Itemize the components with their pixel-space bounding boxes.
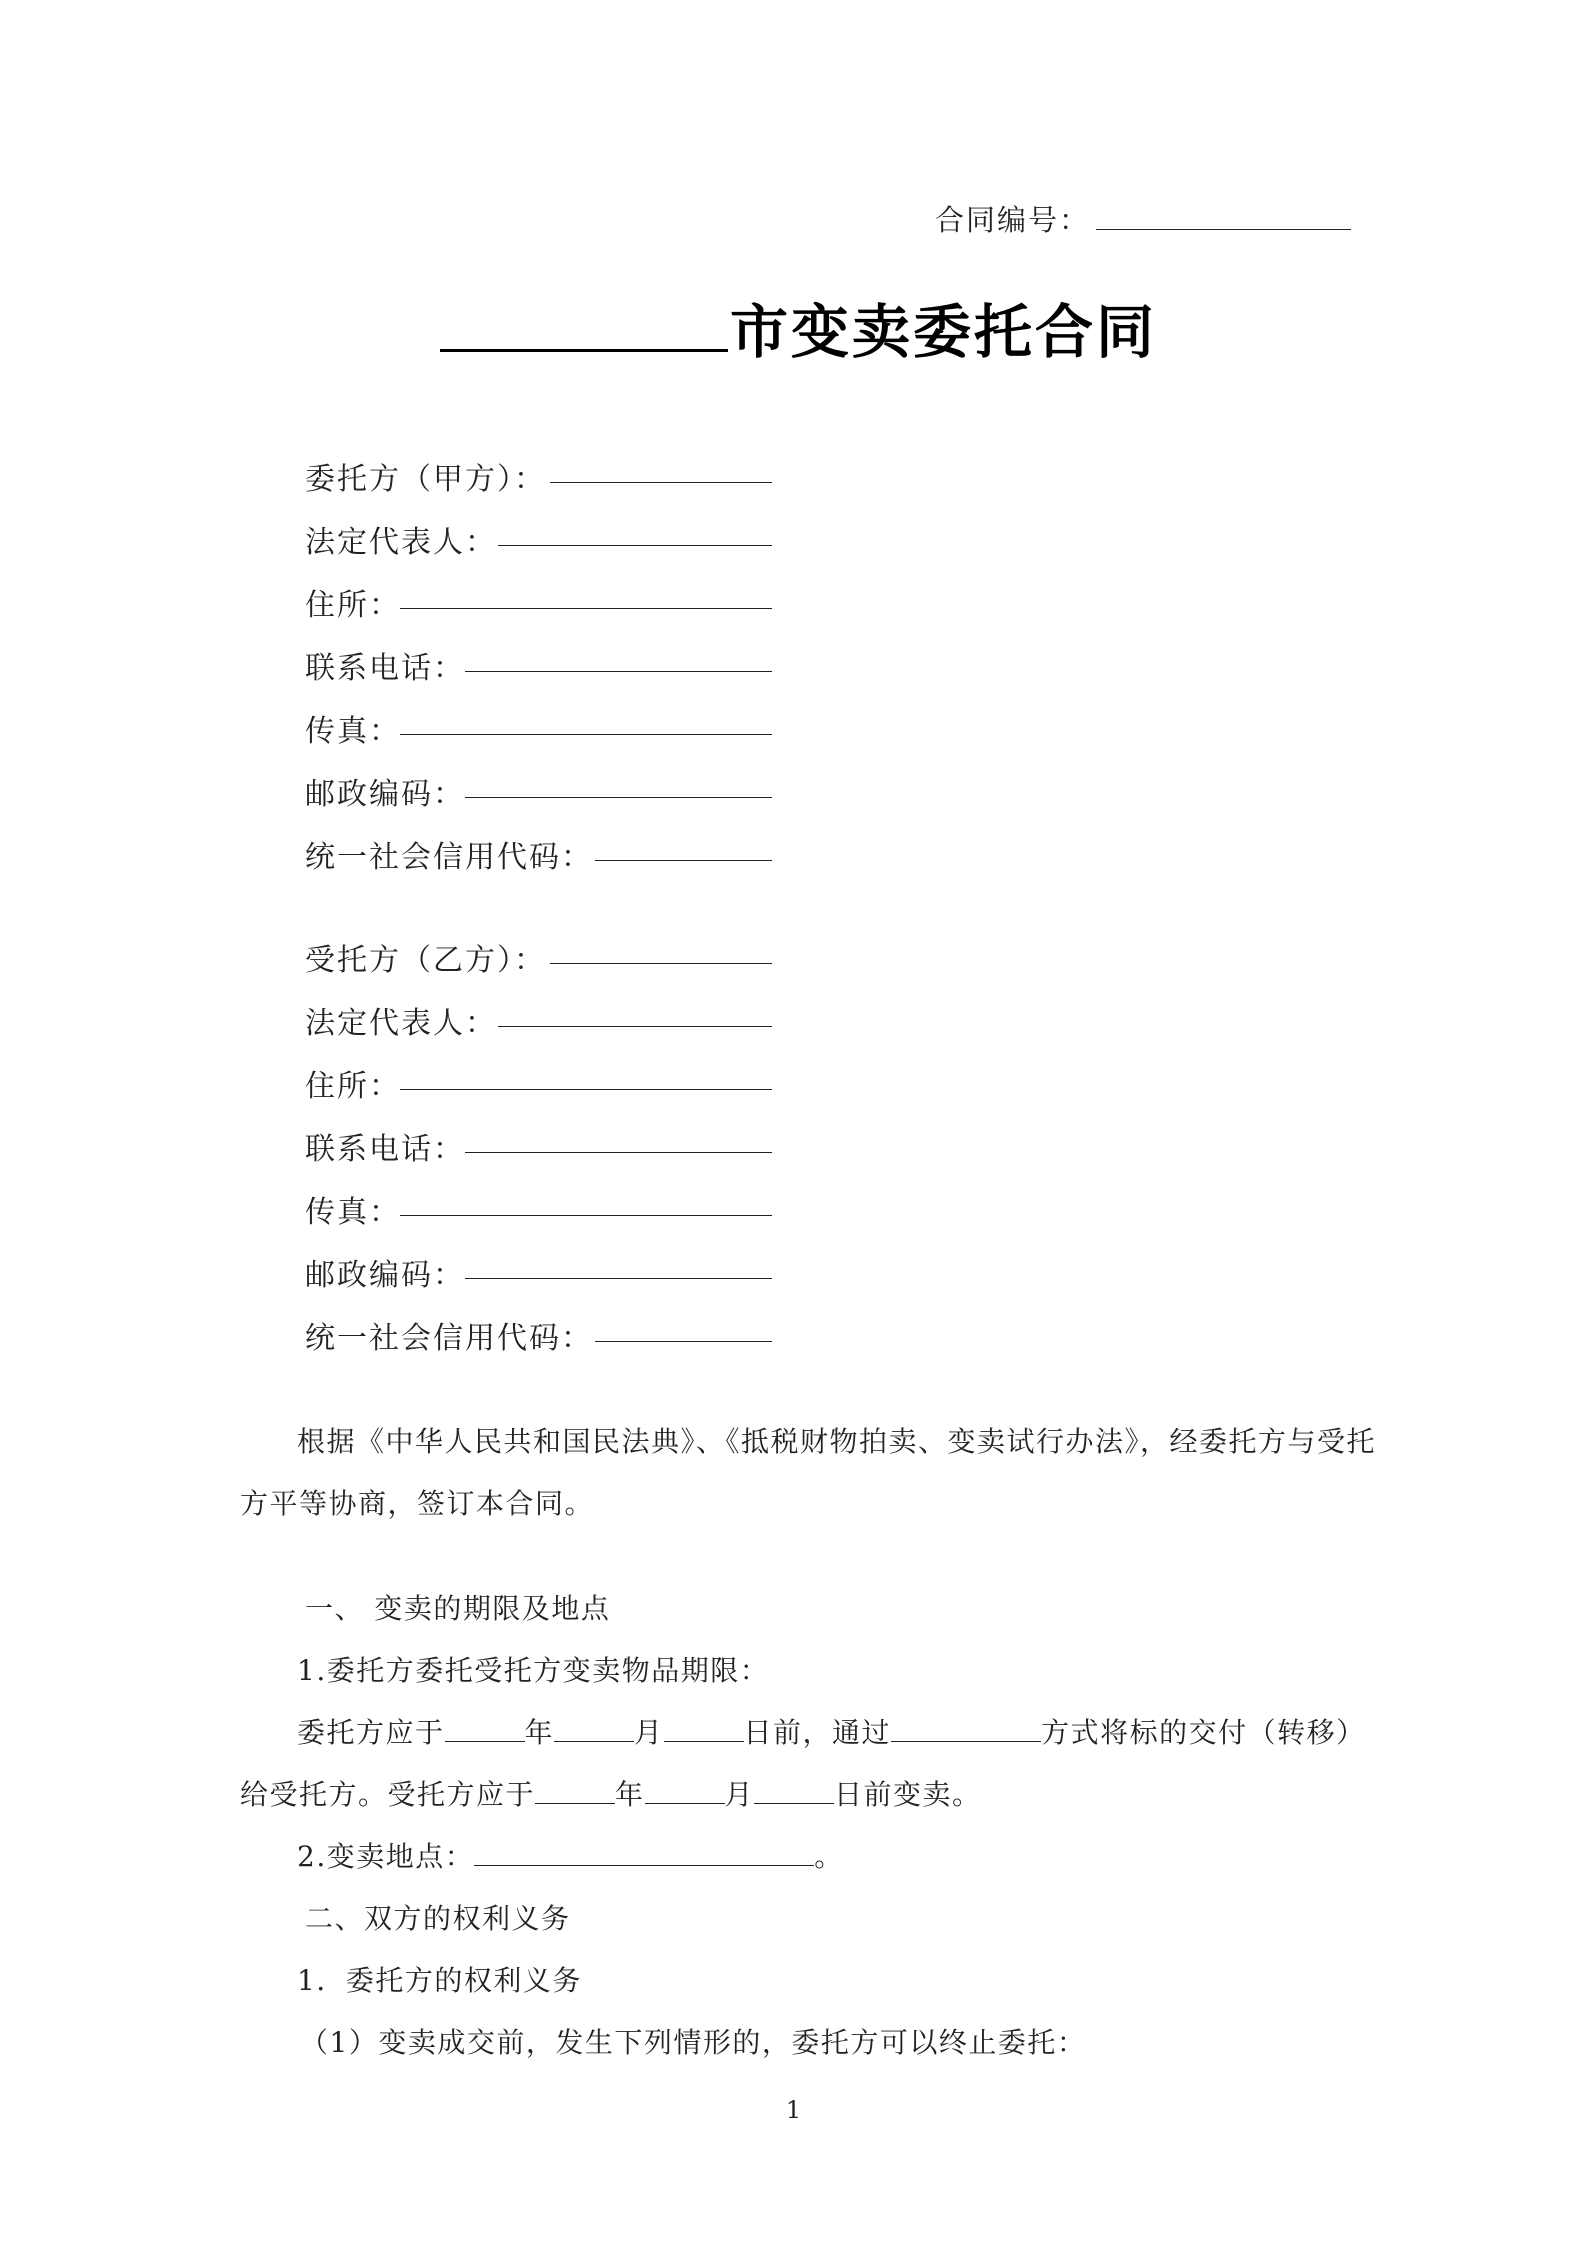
- clause-1-1-line2: [240, 1773, 1352, 1813]
- party-b-name-label: 受托方（乙方）：: [305, 943, 546, 978]
- party-b-fax-label: 传真：: [305, 1195, 401, 1230]
- title-text: 市变卖委托合同: [730, 298, 1158, 366]
- clause-1-1-line1: [297, 1711, 1409, 1751]
- party-b-rep-line: [305, 998, 497, 1042]
- sale-day-blank[interactable]: [754, 1779, 834, 1804]
- clause-1-1-line2-text2: 年: [615, 1778, 645, 1811]
- clause-1-1-line1-text4: 日前，通过: [743, 1716, 892, 1749]
- party-a-fax-label: 传真：: [305, 714, 401, 749]
- party-b-fax-line: [305, 1187, 401, 1231]
- party-a-postcode-line: [305, 769, 465, 813]
- party-a-postcode-label: 邮政编码：: [305, 777, 465, 812]
- party-b-credit-code-line: [305, 1313, 593, 1357]
- sale-year-blank[interactable]: [535, 1779, 615, 1804]
- party-a-rep-blank[interactable]: [498, 545, 772, 546]
- party-b-rep-label: 法定代表人：: [305, 1006, 497, 1041]
- party-b-phone-line: [305, 1124, 465, 1168]
- party-a-address-blank[interactable]: [400, 608, 772, 609]
- clause-1-1-line1-text5: 方式将标的交付（转移）: [1041, 1716, 1366, 1749]
- clause-1-2-text2: 。: [814, 1840, 844, 1873]
- party-a-name-line: [305, 454, 546, 498]
- party-b-fax-blank[interactable]: [400, 1215, 772, 1216]
- party-b-phone-label: 联系电话：: [305, 1132, 465, 1167]
- party-a-fax-line: [305, 706, 401, 750]
- party-a-postcode-blank[interactable]: [465, 797, 772, 798]
- party-b-rep-blank[interactable]: [498, 1026, 772, 1027]
- party-b-name-blank[interactable]: [550, 963, 772, 964]
- handover-month-blank[interactable]: [554, 1717, 634, 1742]
- sale-month-blank[interactable]: [645, 1779, 725, 1804]
- party-a-credit-code-line: [305, 832, 593, 876]
- party-a-name-blank[interactable]: [550, 482, 772, 483]
- clause-1-1-line1-text2: 年: [524, 1716, 555, 1749]
- party-a-phone-blank[interactable]: [465, 671, 772, 672]
- section1-heading: 一、 变卖的期限及地点: [305, 1592, 611, 1625]
- handover-method-blank[interactable]: [891, 1717, 1041, 1742]
- handover-year-blank[interactable]: [445, 1717, 525, 1742]
- contract-number-blank[interactable]: [1096, 201, 1351, 230]
- clause-1-2-text1: 2.变卖地点：: [297, 1840, 475, 1873]
- city-blank[interactable]: [440, 299, 728, 352]
- clause-1-1-line1-text3: 月: [634, 1716, 664, 1749]
- page-number: 1: [785, 2096, 802, 2124]
- intro-paragraph-line1: 根据《中华人民共和国民法典》、《抵税财物拍卖、变卖试行办法》，经委托方与受托: [297, 1425, 1377, 1458]
- party-b-credit-code-label: 统一社会信用代码：: [305, 1321, 593, 1356]
- party-a-fax-blank[interactable]: [400, 734, 772, 735]
- contract-number: [935, 198, 1351, 239]
- handover-day-blank[interactable]: [664, 1717, 744, 1742]
- party-b-credit-code-blank[interactable]: [595, 1341, 772, 1342]
- clause-2-1-1: （1）变卖成交前，发生下列情形的，委托方可以终止委托：: [300, 2026, 1087, 2059]
- party-b-postcode-blank[interactable]: [465, 1278, 772, 1279]
- clause-1-1-line2-text4: 日前变卖。: [834, 1778, 982, 1811]
- party-b-postcode-line: [305, 1250, 465, 1294]
- party-b-postcode-label: 邮政编码：: [305, 1258, 465, 1293]
- clause-1-1-line2-text3: 月: [724, 1778, 755, 1811]
- party-b-address-blank[interactable]: [400, 1089, 772, 1090]
- party-a-credit-code-label: 统一社会信用代码：: [305, 840, 593, 875]
- party-a-rep-label: 法定代表人：: [305, 525, 497, 560]
- sale-location-blank[interactable]: [474, 1841, 814, 1866]
- party-a-name-label: 委托方（甲方）：: [305, 462, 546, 497]
- clause-2-1: 1．委托方的权利义务: [297, 1964, 582, 1997]
- party-b-name-line: [305, 935, 546, 979]
- clause-1-1-line1-text1: 委托方应于: [297, 1716, 445, 1749]
- party-a-address-line: [305, 580, 401, 624]
- party-b-phone-blank[interactable]: [465, 1152, 772, 1153]
- contract-number-label: 合同编号：: [935, 203, 1091, 237]
- party-a-phone-label: 联系电话：: [305, 651, 465, 686]
- party-a-address-label: 住所：: [305, 588, 401, 623]
- party-a-phone-line: [305, 643, 465, 687]
- intro-paragraph-line2: 方平等协商，签订本合同。: [240, 1487, 595, 1520]
- party-b-address-line: [305, 1061, 401, 1105]
- section2-heading: 二、双方的权利义务: [305, 1902, 571, 1935]
- clause-1-1: 1.委托方委托受托方变卖物品期限：: [297, 1654, 770, 1687]
- party-a-rep-line: [305, 517, 497, 561]
- document-title: [440, 285, 1157, 369]
- clause-1-1-line2-text1: 给受托方。受托方应于: [240, 1778, 536, 1811]
- clause-1-2: [297, 1835, 1409, 1875]
- party-a-credit-code-blank[interactable]: [595, 860, 772, 861]
- party-b-address-label: 住所：: [305, 1069, 401, 1104]
